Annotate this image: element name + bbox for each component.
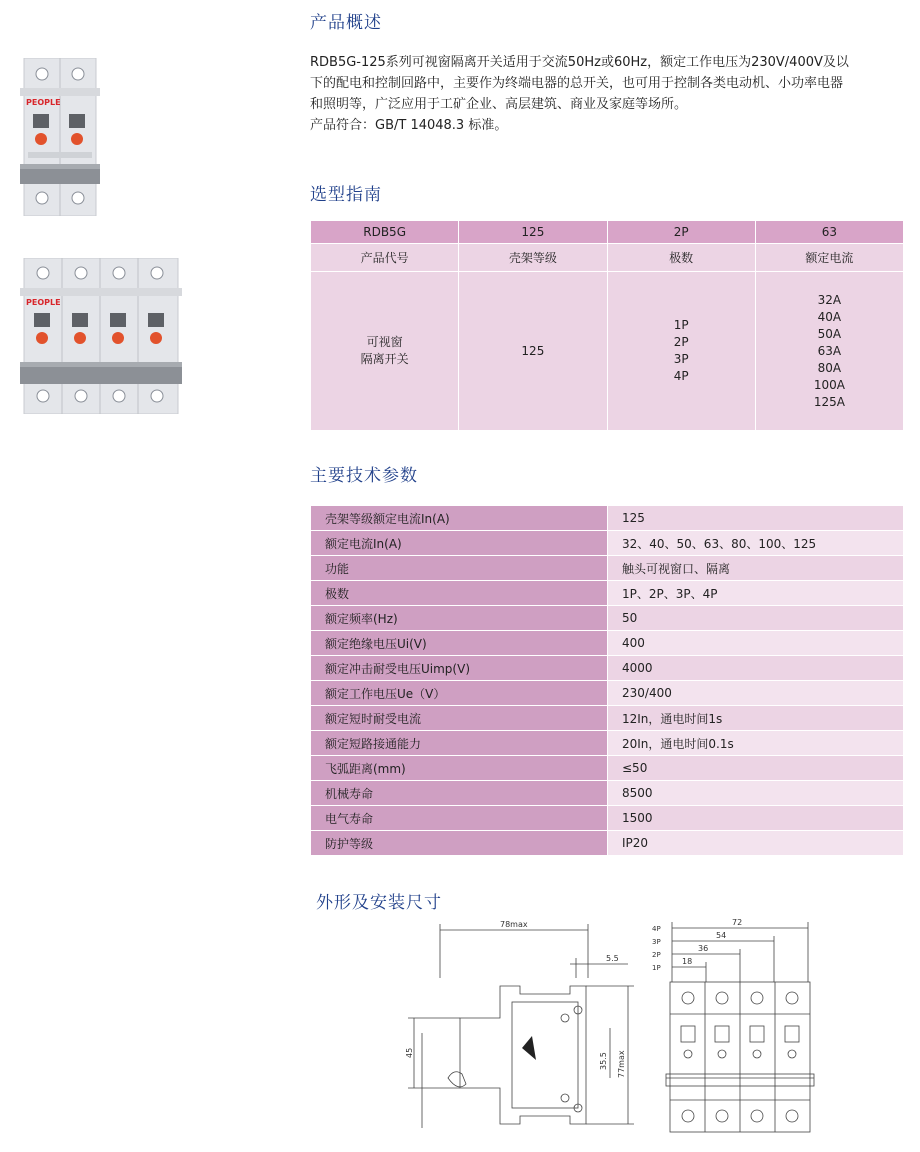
current-option: 125A — [813, 394, 845, 409]
product-name-cell — [311, 272, 459, 431]
spec-key: 极数 — [311, 581, 608, 606]
current-option: 63A — [817, 343, 842, 358]
spec-key: 额定频率(Hz) — [311, 606, 608, 631]
specs-title: 主要技术参数 — [310, 466, 418, 486]
poles-code-cell: 2P — [607, 221, 755, 244]
spec-key: 额定电流In(A) — [311, 531, 608, 556]
dim-35-5: 35.5 — [599, 1052, 608, 1070]
spec-key: 额定工作电压Ue（V） — [311, 681, 608, 706]
dim-78max: 78max — [500, 920, 528, 929]
spec-key: 电气寿命 — [311, 806, 608, 831]
spec-row — [311, 806, 904, 831]
label-4p: 4P — [652, 925, 661, 933]
spec-row — [311, 556, 904, 581]
current-code-cell: 63 — [755, 221, 903, 244]
spec-value: 125 — [608, 506, 904, 531]
spec-value: 20In，通电时间0.1s — [608, 731, 904, 756]
pole-option: 4P — [673, 369, 689, 383]
current-option: 32A — [817, 292, 842, 307]
product-name-line: 可视窗 — [366, 335, 403, 349]
rated-current-label: 额定电流 — [755, 244, 903, 272]
spec-value: 12In，通电时间1s — [608, 706, 904, 731]
specs-table — [310, 505, 904, 856]
spec-row — [311, 681, 904, 706]
spec-row — [311, 531, 904, 556]
spec-key: 额定短路接通能力 — [311, 731, 608, 756]
dimensions-title: 外形及安装尺寸 — [316, 893, 442, 913]
selection-title: 选型指南 — [310, 185, 382, 205]
spec-value: 50 — [608, 606, 904, 631]
side-view-drawing — [400, 918, 640, 1143]
spec-value: 1P、2P、3P、4P — [608, 581, 904, 606]
label-2p: 2P — [652, 951, 661, 959]
spec-key: 额定冲击耐受电压Uimp(V) — [311, 656, 608, 681]
dim-77max: 77max — [617, 1050, 626, 1078]
product-photo-2p — [20, 58, 100, 216]
selection-label-row — [311, 244, 904, 272]
spec-key: 机械寿命 — [311, 781, 608, 806]
poles-label: 极数 — [607, 244, 755, 272]
spec-row — [311, 606, 904, 631]
spec-key: 防护等级 — [311, 831, 608, 856]
spec-key: 功能 — [311, 556, 608, 581]
spec-key: 壳架等级额定电流In(A) — [311, 506, 608, 531]
frame-level-label: 壳架等级 — [459, 244, 607, 272]
spec-row — [311, 831, 904, 856]
dim-5-5: 5.5 — [606, 954, 619, 963]
dim-54: 54 — [716, 931, 727, 940]
spec-value: 230/400 — [608, 681, 904, 706]
pole-option: 3P — [673, 352, 689, 366]
product-code-label: 产品代号 — [311, 244, 459, 272]
spec-value: 1500 — [608, 806, 904, 831]
current-option: 40A — [817, 309, 842, 324]
spec-value: 32、40、50、63、80、100、125 — [608, 531, 904, 556]
selection-value-row — [311, 272, 904, 431]
label-1p: 1P — [652, 964, 661, 972]
brand-text-2p: PEOPLE — [26, 98, 61, 107]
spec-row — [311, 781, 904, 806]
pole-option: 1P — [673, 318, 689, 332]
spec-row — [311, 631, 904, 656]
spec-value: 8500 — [608, 781, 904, 806]
spec-row — [311, 756, 904, 781]
spec-key: 额定绝缘电压Ui(V) — [311, 631, 608, 656]
brand-text-4p: PEOPLE — [26, 298, 61, 307]
poles-value-cell — [607, 272, 755, 431]
overview-text — [310, 52, 910, 136]
spec-row — [311, 581, 904, 606]
spec-value: IP20 — [608, 831, 904, 856]
dim-18: 18 — [682, 957, 693, 966]
spec-value: 触头可视窗口、隔离 — [608, 556, 904, 581]
overview-title: 产品概述 — [310, 13, 382, 33]
overview-standard-line: 产品符合：GB/T 14048.3 标准。 — [310, 118, 508, 133]
label-3p: 3P — [652, 938, 661, 946]
spec-row — [311, 731, 904, 756]
spec-value: ≤50 — [608, 756, 904, 781]
selection-header-row — [311, 221, 904, 244]
current-value-cell — [755, 272, 903, 431]
dim-36: 36 — [698, 944, 709, 953]
spec-value: 4000 — [608, 656, 904, 681]
dim-72: 72 — [732, 918, 743, 927]
product-name-line: 隔离开关 — [360, 352, 409, 366]
selection-table — [310, 220, 904, 431]
spec-row — [311, 656, 904, 681]
frame-code-cell: 125 — [459, 221, 607, 244]
front-view-drawing — [650, 914, 820, 1144]
overview-line: 下的配电和控制回路中，主要作为终端电器的总开关，也可用于控制各类电动机、小功率电器 — [310, 76, 844, 91]
frame-value-cell: 125 — [459, 272, 607, 431]
pole-option: 2P — [673, 335, 689, 349]
current-option: 80A — [817, 360, 842, 375]
dim-45: 45 — [405, 1047, 414, 1058]
overview-line: 和照明等，广泛应用于工矿企业、高层建筑、商业及家庭等场所。 — [310, 97, 688, 112]
current-option: 100A — [813, 377, 845, 392]
current-option: 50A — [817, 326, 842, 341]
spec-row — [311, 506, 904, 531]
model-cell: RDB5G — [311, 221, 459, 244]
product-photo-4p — [20, 258, 182, 414]
spec-value: 400 — [608, 631, 904, 656]
overview-line: RDB5G-125系列可视窗隔离开关适用于交流50Hz或60Hz，额定工作电压为230V/400V及以 — [310, 55, 849, 70]
spec-key: 额定短时耐受电流 — [311, 706, 608, 731]
spec-key: 飞弧距离(mm) — [311, 756, 608, 781]
spec-row — [311, 706, 904, 731]
